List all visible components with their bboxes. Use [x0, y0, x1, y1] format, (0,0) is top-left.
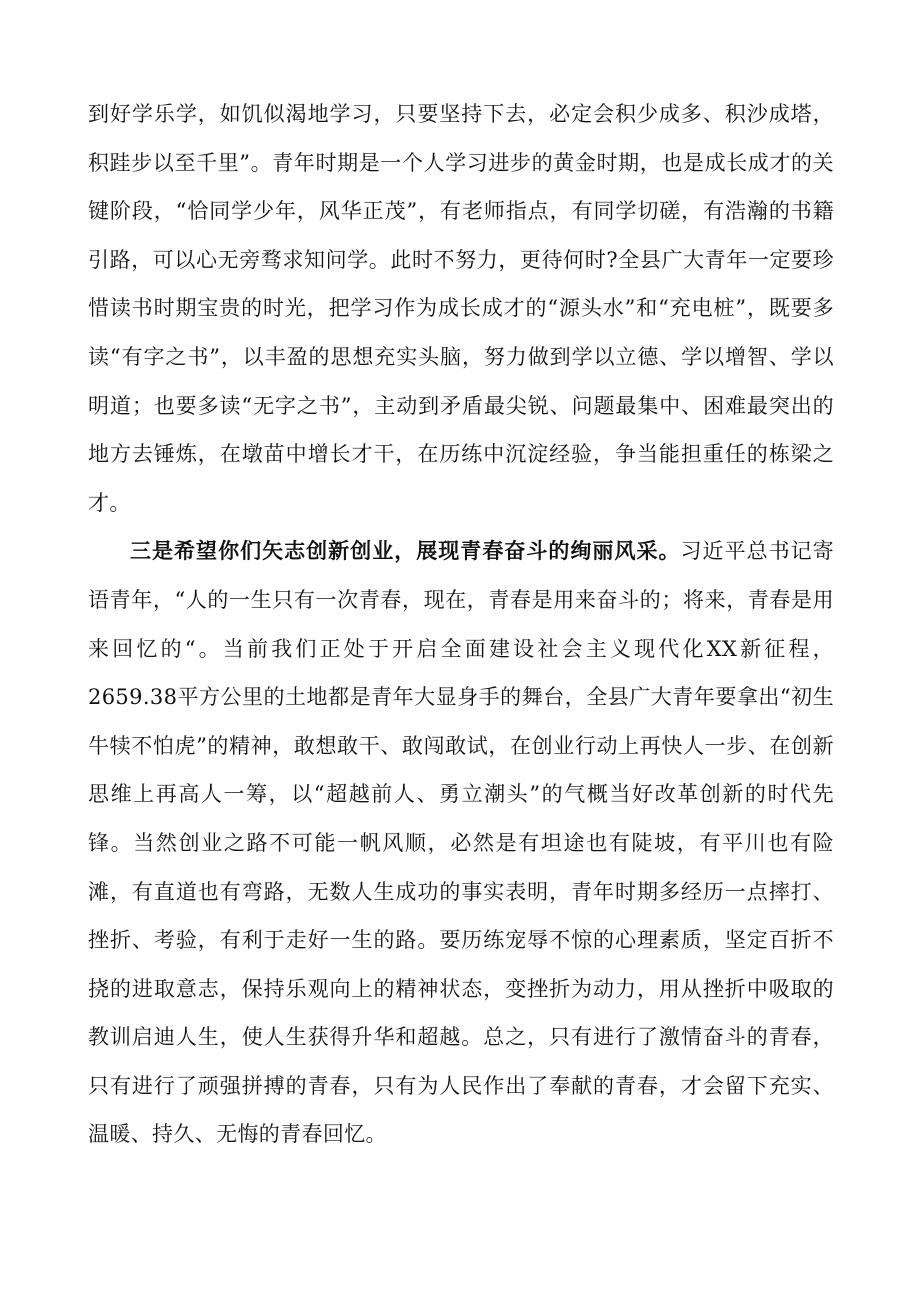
paragraph-third-point — [88, 527, 834, 1159]
paragraph-1-text: 到好学乐学，如饥似渴地学习，只要坚持下去，必定会积少成多、积沙成塔，积跬步以至千里”。青年时期是一个人学习进步的黄金时期，也是成长成才的关键阶段，“恰同学少年，风华正茂”，有老师指点，有同学切磋，有浩瀚的书籍引路，可以心无旁骛求知问学。此时不努力，更待何时?全县广大青年一定要珍惜读书时期宝贵的时光，把学习作为成长成才的“源头水”和“充电桩”，既要多读“有字之书”，以丰盈的思想充实头脑，努力做到学以立德、学以增智、学以明道；也要多读“无字之书”，主动到矛盾最尖锐、问题最集中、困难最突出的地方去锤炼，在墩苗中增长才干，在历练中沉淀经验，争当能担重任的栋梁之才。 — [88, 102, 834, 515]
document-body — [88, 90, 834, 1159]
paragraph-2-text: 习近平总书记寄语青年，“人的一生只有一次青春，现在，青春是用来奋斗的；将来，青春是用来回忆的“。当前我们正处于开启全面建设社会主义现代化XX新征程，2659.38平方公里的土地都是青年大显身手的舞台，全县广大青年要拿出“初生牛犊不怕虎”的精神，敢想敢干、敢闯敢试，在创业行动上再快人一步、在创新思维上再高人一筹，以“超越前人、勇立潮头”的气概当好改革创新的时代先锋。当然创业之路不可能一帆风顺，必然是有坦途也有陡坡，有平川也有险滩，有直道也有弯路，无数人生成功的事实表明，青年时期多经历一点摔打、挫折、考验，有利于走好一生的路。要历练宠辱不惊的心理素质，坚定百折不挠的进取意志，保持乐观向上的精神状态，变挫折为动力，用从挫折中吸取的教训启迪人生，使人生获得升华和超越。总之，只有进行了激情奋斗的青春，只有进行了顽强拼搏的青春，只有为人民作出了奉献的青春，才会留下充实、温暖、持久、无悔的青春回忆。 — [88, 539, 835, 1147]
paragraph-continued — [88, 90, 834, 527]
paragraph-2-heading: 三是希望你们矢志创新创业，展现青春奋斗的绚丽风采。 — [130, 539, 681, 564]
